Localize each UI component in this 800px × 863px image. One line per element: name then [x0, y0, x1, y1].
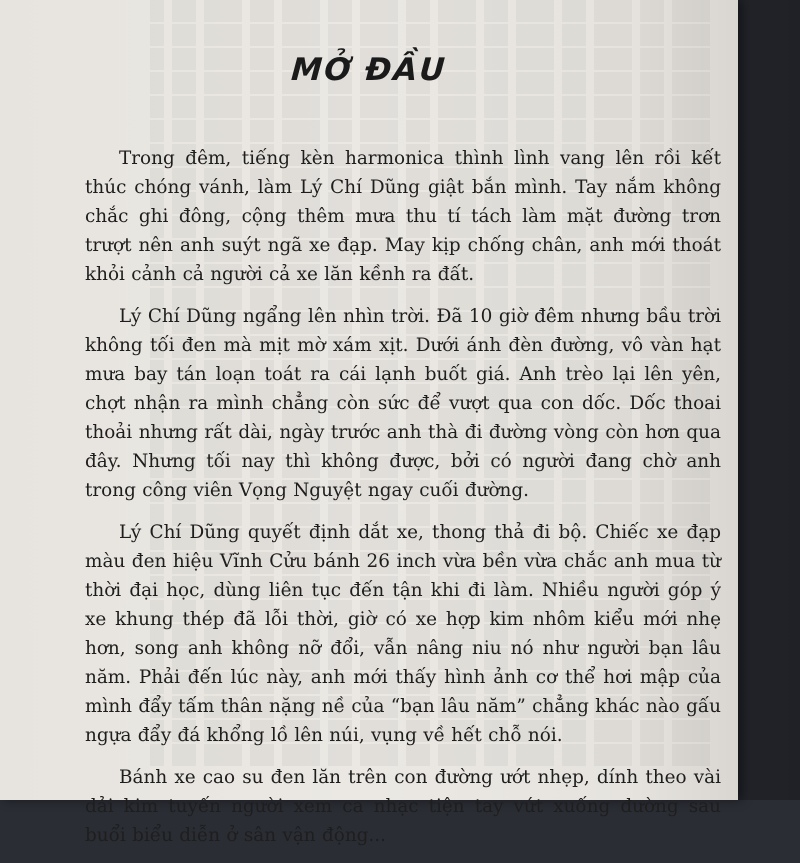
bleed-line [150, 24, 710, 46]
paragraph-3: Lý Chí Dũng quyết định dắt xe, thong thả đi bộ. Chiếc xe đạp màu đen hiệu Vĩnh Cửu bánh 26 inch vừa bền vừa chắc anh mua từ thời đại học, dùng liên tục đến tận khi đi làm. Nhiều người góp ý xe khung thép đã lỗi thời, giờ có xe hợp kim nhôm kiểu mới nhẹ hơn, song anh không nỡ đổi, vẫn nâng niu nó như người bạn lâu năm. Phải đến lúc này, anh mới thấy hình ảnh cơ thể hơi mập của mình đẩy tấm thân nặng nề của “bạn lâu năm” chẳng khác nào gấu ngựa đẩy đá khổng lồ lên núi, vụng về hết chỗ nói. [85, 522, 721, 746]
bleed-line [150, 0, 710, 22]
paragraph-1: Trong đêm, tiếng kèn harmonica thình lình vang lên rồi kết thúc chóng vánh, làm Lý Chí Dũng giật bắn mình. Tay nắm không chắc ghi đông, cộng thêm mưa thu tí tách làm mặt đường trơn trượt nên anh suýt ngã xe đạp. May kịp chống chân, anh mới thoát khỏi cảnh cả người cả xe lăn kềnh ra đất. [85, 148, 721, 285]
body-text [85, 144, 721, 863]
bleed-line [150, 120, 710, 142]
paragraph-4: Bánh xe cao su đen lăn trên con đường ướt nhẹp, dính theo vài dải kim tuyến người xem ca nhạc tiện tay vứt xuống đường sau buổi biểu diễn ở sân vận động... [85, 767, 721, 846]
paragraph-2: Lý Chí Dũng ngẩng lên nhìn trời. Đã 10 giờ đêm nhưng bầu trời không tối đen mà mịt mờ xám xịt. Dưới ánh đèn đường, vô vàn hạt mưa bay tán loạn toát ra cái lạnh buốt giá. Anh trèo lại lên yên, chợt nhận ra mình chẳng còn sức để vượt qua con dốc. Dốc thoai thoải nhưng rất dài, ngày trước anh thà đi đường vòng còn hơn qua đây. Nhưng tối nay thì không được, bởi có người đang chờ anh trong công viên Vọng Nguyệt ngay cuối đường. [85, 306, 721, 501]
chapter-title: MỞ ĐẦU [290, 52, 448, 88]
bleed-line [150, 96, 710, 118]
